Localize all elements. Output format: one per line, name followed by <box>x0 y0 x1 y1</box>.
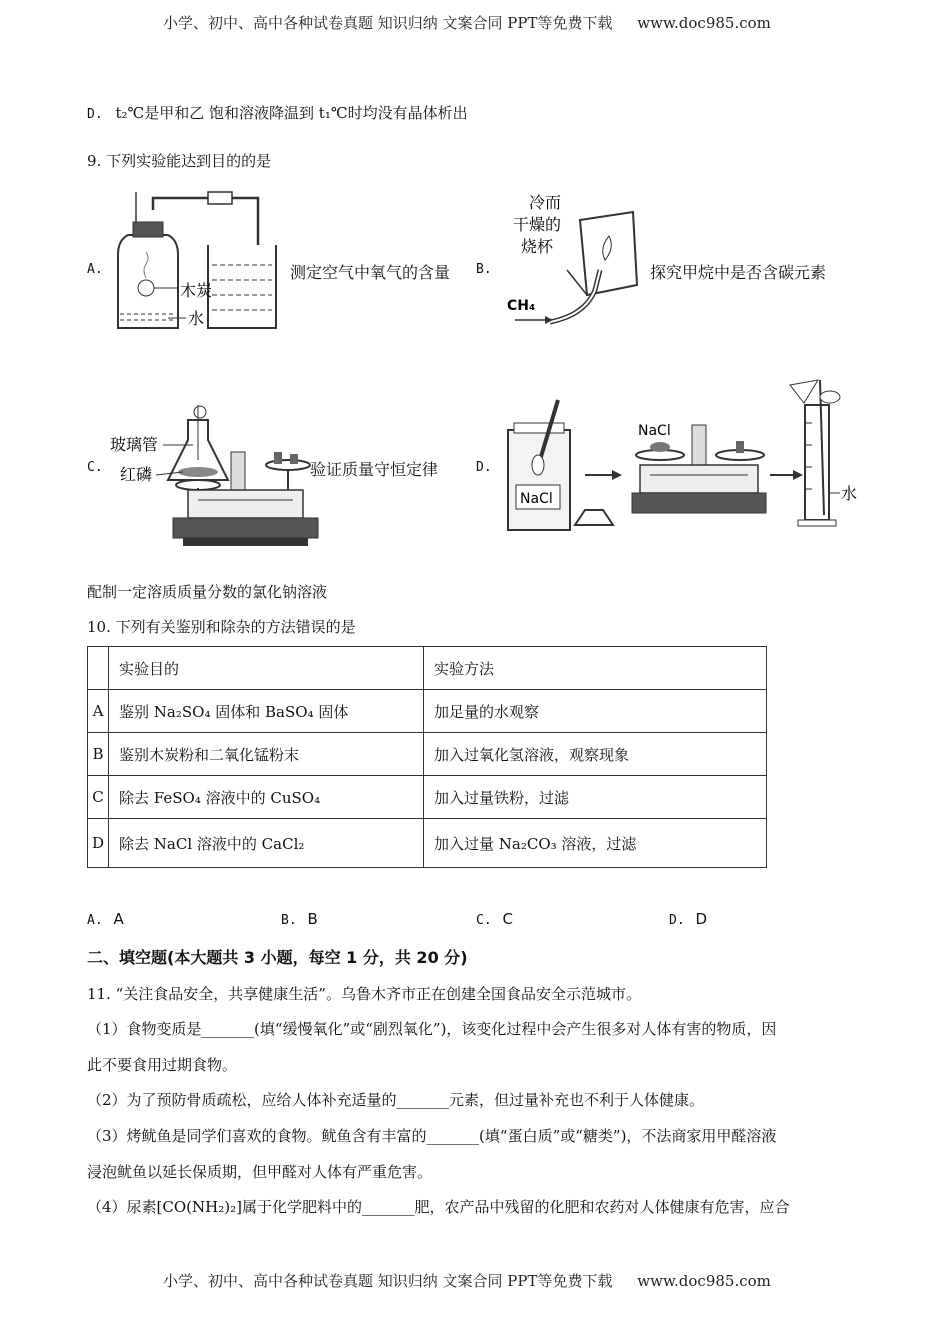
table-cell: 加入过量铁粉，过滤 <box>424 776 767 819</box>
q10-option-c <box>476 910 513 928</box>
q11-part1-line1: （1）食物变质是_______(填“缓慢氧化”或“剧烈氧化”)，该变化过程中会产生很多对人体有害的物质，因 <box>87 1020 777 1038</box>
q11-part2: （2）为了预防骨质疏松，应给人体补充适量的_______元素，但过量补充也不利于人体健康。 <box>87 1091 705 1109</box>
header-url[interactable]: www.doc985.com <box>637 14 771 32</box>
q10-option-a <box>87 910 124 928</box>
q9-d-figure <box>500 375 870 535</box>
page-footer <box>163 1270 771 1291</box>
option-value: A <box>113 910 124 928</box>
table-header-cell: 实验方法 <box>424 647 767 690</box>
q10-stem: 10. 下列有关鉴别和除杂的方法错误的是 <box>87 618 356 636</box>
q9-a-letter: A. <box>87 262 103 277</box>
table-cell: 加入过量 Na₂CO₃ 溶液，过滤 <box>424 819 767 868</box>
section-title: 二、填空题(本大题共 3 小题，每空 1 分，共 20 分) <box>87 948 468 967</box>
q11-stem: 11. “关注食品安全，共享健康生活”。乌鲁木齐市正在创建全国食品安全示范城市。 <box>87 985 641 1003</box>
q11-part4: （4）尿素[CO(NH₂)₂]属于化学肥料中的_______肥，农产品中残留的化肥和农药对人体健康有危害，应合 <box>87 1198 790 1216</box>
q9-d-letter: D. <box>476 460 492 475</box>
q11-part3-line2: 浸泡鱿鱼以延长保质期，但甲醛对人体有严重危害。 <box>87 1163 433 1181</box>
fig-d-bottle-label: NaCl <box>520 491 553 507</box>
table-cell: 除去 FeSO₄ 溶液中的 CuSO₄ <box>109 776 424 819</box>
option-letter: A. <box>87 913 103 928</box>
table-header-cell: 实验目的 <box>109 647 424 690</box>
q11-part3-line1: （3）烤鱿鱼是同学们喜欢的食物。鱿鱼含有丰富的_______(填“蛋白质”或“糖类”)，不法商家用甲醛溶液 <box>87 1127 777 1145</box>
q9-stem: 9. 下列实验能达到目的的是 <box>87 152 272 170</box>
table-cell: 加入过氧化氢溶液，观察现象 <box>424 733 767 776</box>
option-text: t₂℃是甲和乙 饱和溶液降温到 t₁℃时均没有晶体析出 <box>115 104 468 122</box>
table-row <box>88 690 767 733</box>
table-cell: D <box>88 819 109 868</box>
q9-b-label: 探究甲烷中是否含碳元素 <box>650 263 827 282</box>
fig-water-label: 水 <box>188 309 205 328</box>
table-cell: 鉴别木炭粉和二氧化锰粉末 <box>109 733 424 776</box>
option-value: D <box>695 910 707 928</box>
option-value: C <box>502 910 513 928</box>
q8-option-d <box>87 102 468 123</box>
q9-c-label: 验证质量守恒定律 <box>310 460 439 479</box>
footer-text: 小学、初中、高中各种试卷真题 知识归纳 文案合同 PPT等免费下载 <box>163 1272 613 1290</box>
option-letter: D. <box>87 107 103 122</box>
option-letter: C. <box>476 913 492 928</box>
footer-url[interactable]: www.doc985.com <box>637 1272 771 1290</box>
fig-c-tube: 玻璃管 <box>110 435 159 454</box>
page-header <box>163 12 771 33</box>
option-letter: B. <box>281 913 297 928</box>
table-row <box>88 819 767 868</box>
fig-b-line2: 干燥的 <box>513 215 562 234</box>
table-header-cell <box>88 647 109 690</box>
table-cell: 鉴别 Na₂SO₄ 固体和 BaSO₄ 固体 <box>109 690 424 733</box>
fig-charcoal-label: 木炭 <box>180 281 213 300</box>
fig-b-line3: 烧杯 <box>521 237 554 256</box>
fig-d-water-label: 水 <box>841 484 858 503</box>
q9-c-figure <box>108 400 308 550</box>
q9-a-label: 测定空气中氧气的含量 <box>290 263 451 282</box>
table-cell: C <box>88 776 109 819</box>
fig-d-balance-label: NaCl <box>638 423 671 439</box>
table-cell: 除去 NaCl 溶液中的 CaCl₂ <box>109 819 424 868</box>
table-row <box>88 733 767 776</box>
table-header-row <box>88 647 767 690</box>
table-cell: B <box>88 733 109 776</box>
q10-option-d <box>669 910 707 928</box>
q9-b-figure <box>505 190 645 330</box>
table-cell: 加足量的水观察 <box>424 690 767 733</box>
fig-b-line1: 冷而 <box>529 193 562 212</box>
fig-c-p: 红磷 <box>120 465 153 484</box>
q11-part1-line2: 此不要食用过期食物。 <box>87 1056 238 1074</box>
q10-option-b <box>281 910 318 928</box>
q9-d-label: 配制一定溶质质量分数的氯化钠溶液 <box>87 583 328 601</box>
q9-c-letter: C. <box>87 460 103 475</box>
fig-b-gas: CH₄ <box>507 298 536 314</box>
option-value: B <box>307 910 318 928</box>
q9-b-letter: B. <box>476 262 492 277</box>
option-letter: D. <box>669 913 685 928</box>
header-text: 小学、初中、高中各种试卷真题 知识归纳 文案合同 PPT等免费下载 <box>163 14 613 32</box>
table-row <box>88 776 767 819</box>
q10-table <box>87 646 767 868</box>
q9-a-figure <box>108 190 288 340</box>
table-cell: A <box>88 690 109 733</box>
